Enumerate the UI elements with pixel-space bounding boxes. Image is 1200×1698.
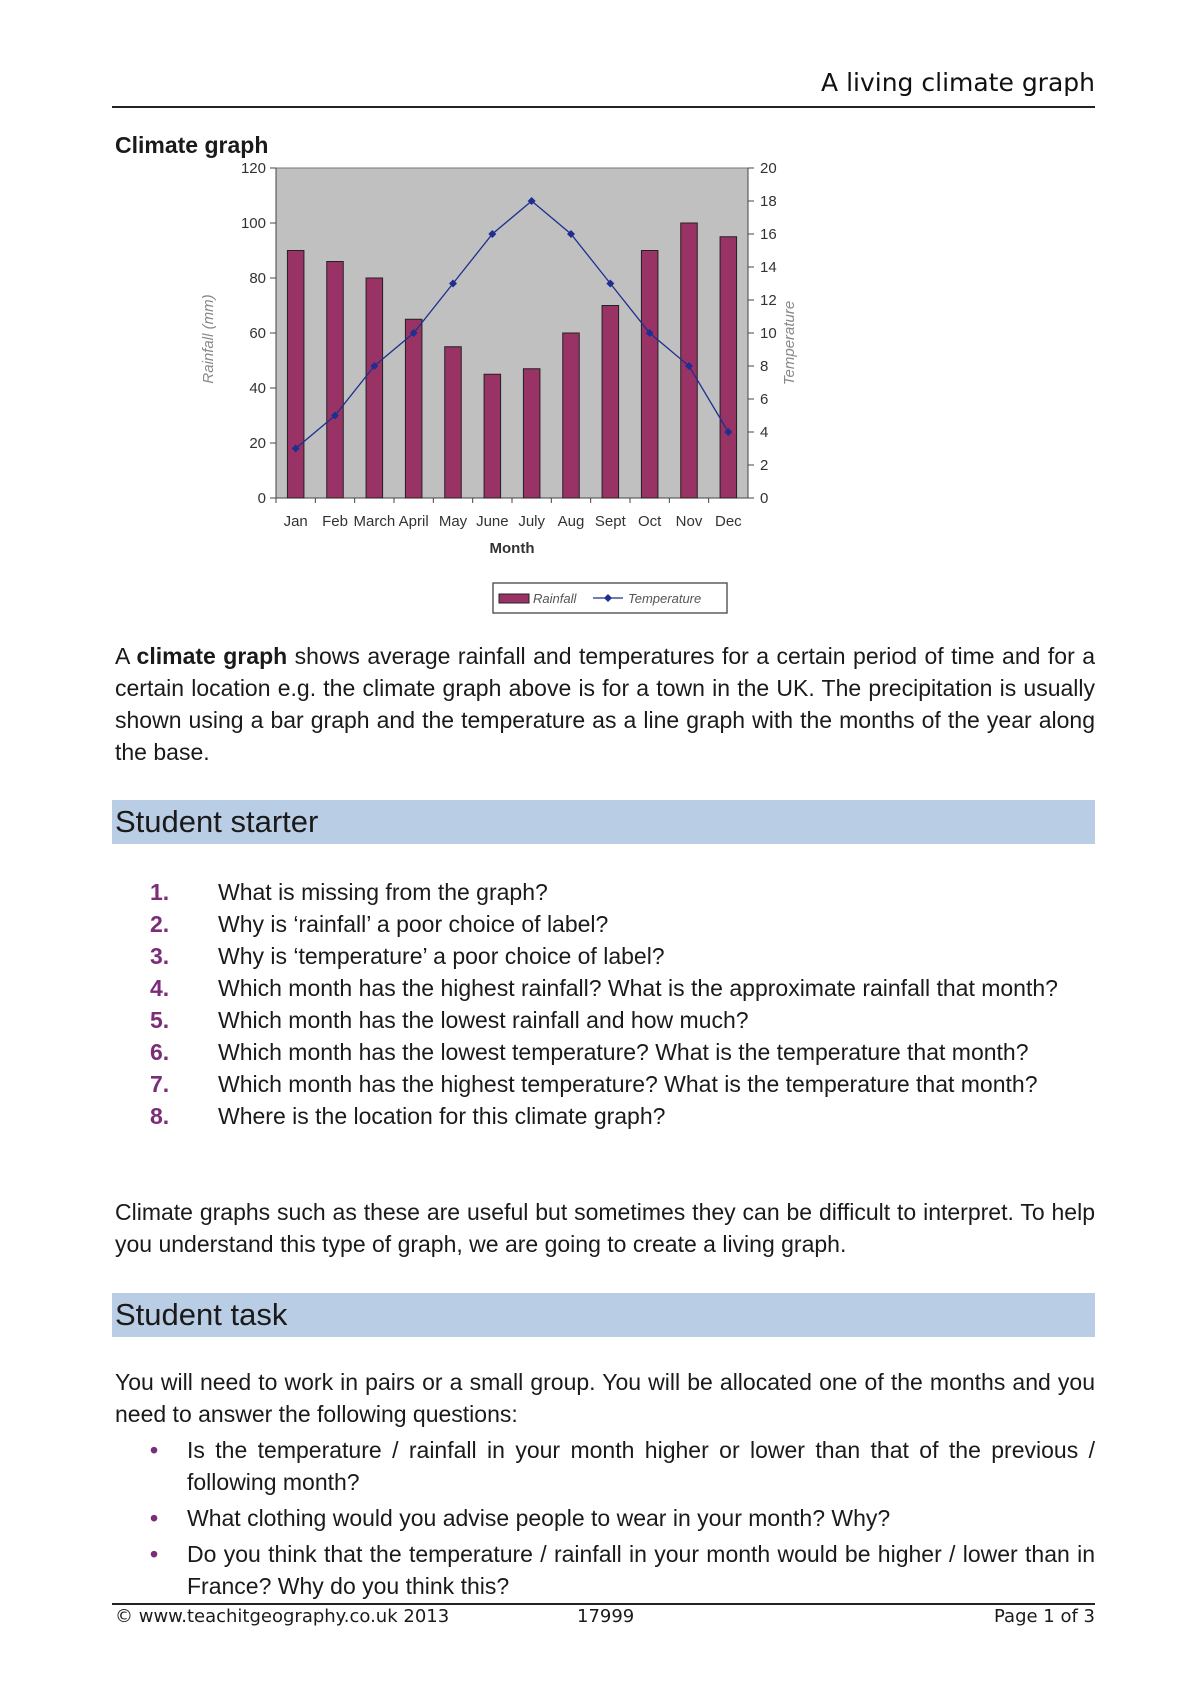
question-item xyxy=(115,1100,1095,1132)
y-tick-label: 120 xyxy=(240,160,266,177)
rainfall-bar xyxy=(327,262,344,499)
document-title: A living climate graph xyxy=(821,68,1095,97)
y2-tick-label: 14 xyxy=(760,259,777,276)
y-tick-label: 60 xyxy=(249,325,266,342)
question-item xyxy=(115,908,1095,940)
x-tick-label: Sept xyxy=(594,513,626,530)
y-tick-label: 40 xyxy=(249,380,266,397)
x-tick-label: Feb xyxy=(322,513,348,530)
task-bullet-item xyxy=(115,1538,1095,1602)
bullet-icon: • xyxy=(150,1505,159,1531)
question-item xyxy=(115,876,1095,908)
rainfall-bar xyxy=(405,319,422,498)
footer-copyright: © www.teachitgeography.co.uk 2013 xyxy=(115,1606,450,1627)
question-text: Why is ‘rainfall’ a poor choice of label? xyxy=(218,911,609,937)
bullet-icon: • xyxy=(150,1541,159,1567)
question-text: Where is the location for this climate graph? xyxy=(218,1103,666,1129)
question-text: Which month has the highest rainfall? What is the approximate rainfall that month? xyxy=(218,975,1058,1001)
x-tick-label: Oct xyxy=(637,513,662,530)
y2-tick-label: 2 xyxy=(760,457,769,474)
rainfall-bar xyxy=(641,251,658,499)
y2-tick-label: 4 xyxy=(760,424,769,441)
x-tick-label: Dec xyxy=(714,513,742,530)
climate-chart xyxy=(200,150,798,620)
legend-rainfall-swatch xyxy=(499,594,529,603)
question-text: Which month has the highest temperature? What is the temperature that month? xyxy=(218,1071,1038,1097)
x-tick-label: July xyxy=(518,513,546,530)
footer-page-number: Page 1 of 3 xyxy=(994,1606,1095,1627)
starter-question-list xyxy=(115,876,1095,1132)
y-tick-label: 20 xyxy=(249,435,266,452)
x-tick-label: June xyxy=(476,513,509,530)
task-bullet-list xyxy=(115,1434,1095,1606)
question-text: What is missing from the graph? xyxy=(218,879,548,905)
x-tick-label: April xyxy=(398,513,429,530)
x-tick-label: Nov xyxy=(675,513,703,530)
question-item xyxy=(115,1036,1095,1068)
intro-lead: A xyxy=(115,643,137,669)
student-starter-heading: Student starter xyxy=(112,800,1095,844)
intro-paragraph xyxy=(115,640,1095,768)
x-tick-label: Jan xyxy=(283,513,308,530)
x-tick-label: Aug xyxy=(557,513,585,530)
footer-rule xyxy=(112,1603,1095,1605)
task-bullet-item xyxy=(115,1434,1095,1498)
footer-code: 17999 xyxy=(577,1606,635,1627)
legend-rainfall-label: Rainfall xyxy=(533,591,577,606)
y2-tick-label: 12 xyxy=(760,292,777,309)
question-number: 7. xyxy=(150,1071,170,1097)
task-bullet-text: Is the temperature / rainfall in your month higher or lower than that of the previous / following month? xyxy=(187,1437,1095,1495)
question-item xyxy=(115,1004,1095,1036)
task-bullet-item xyxy=(115,1502,1095,1534)
rainfall-bar xyxy=(484,374,501,498)
question-number: 1. xyxy=(150,879,170,905)
section-label: Climate graph xyxy=(115,132,269,158)
task-bullet-text: Do you think that the temperature / rainfall in your month would be higher / lower than in France? Why do you think this? xyxy=(187,1541,1095,1599)
rainfall-bar xyxy=(445,347,462,498)
question-number: 4. xyxy=(150,975,170,1001)
y-tick-label: 100 xyxy=(240,215,266,232)
rainfall-bar xyxy=(563,333,580,498)
y2-axis-title: Temperature xyxy=(781,300,798,386)
x-tick-label: March xyxy=(353,513,396,530)
rainfall-bar xyxy=(366,278,383,498)
rainfall-bar xyxy=(523,369,540,498)
x-axis-title: Month xyxy=(489,540,535,557)
rainfall-bar xyxy=(720,237,737,498)
question-number: 2. xyxy=(150,911,170,937)
question-number: 3. xyxy=(150,943,170,969)
y2-tick-label: 6 xyxy=(760,391,769,408)
legend-temperature-label: Temperature xyxy=(628,591,702,606)
intro-rest: shows average rainfall and temperatures for a certain period of time and for a certain location e.g. the climate graph above is for a town in the UK. The precipitation is usually shown using a bar graph and the temperature as a line graph with the months of the year along the base. xyxy=(115,643,1095,765)
question-number: 8. xyxy=(150,1103,170,1129)
question-item xyxy=(115,972,1095,1004)
y2-tick-label: 18 xyxy=(760,193,777,210)
y2-tick-label: 20 xyxy=(760,160,777,177)
question-text: Which month has the lowest rainfall and how much? xyxy=(218,1007,749,1033)
y2-tick-label: 8 xyxy=(760,358,769,375)
task-bullet-text: What clothing would you advise people to wear in your month? Why? xyxy=(187,1505,891,1531)
student-task-heading: Student task xyxy=(112,1293,1095,1337)
question-text: Why is ‘temperature’ a poor choice of label? xyxy=(218,943,665,969)
bullet-icon: • xyxy=(150,1437,159,1463)
question-text: Which month has the lowest temperature? What is the temperature that month? xyxy=(218,1039,1029,1065)
question-item xyxy=(115,1068,1095,1100)
y-tick-label: 80 xyxy=(249,270,266,287)
rainfall-bar xyxy=(602,306,619,499)
middle-paragraph: Climate graphs such as these are useful but sometimes they can be difficult to interpret. To help you understand this type of graph, we are going to create a living graph. xyxy=(115,1199,1095,1257)
y2-tick-label: 0 xyxy=(760,490,769,507)
question-item xyxy=(115,940,1095,972)
x-tick-label: May xyxy=(438,513,468,530)
intro-bold-term: climate graph xyxy=(136,643,288,669)
y2-tick-label: 10 xyxy=(760,325,777,342)
y-tick-label: 0 xyxy=(257,490,266,507)
y2-tick-label: 16 xyxy=(760,226,777,243)
question-number: 6. xyxy=(150,1039,170,1065)
header-rule xyxy=(112,106,1095,108)
question-number: 5. xyxy=(150,1007,170,1033)
rainfall-bar xyxy=(287,251,304,499)
y-axis-title: Rainfall (mm) xyxy=(200,294,217,384)
task-intro: You will need to work in pairs or a small group. You will be allocated one of the months and you need to answer the following questions: xyxy=(115,1369,1095,1427)
